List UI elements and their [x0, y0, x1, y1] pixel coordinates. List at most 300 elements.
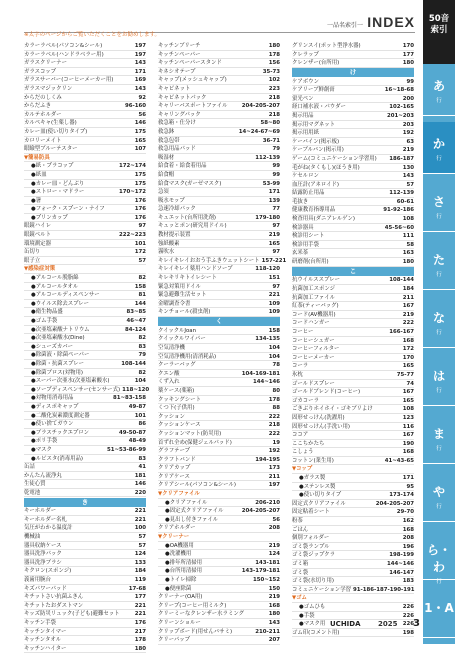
kana-tab[interactable]: [423, 412, 455, 464]
entry-page: 158: [268, 327, 280, 334]
entry-page: 226: [402, 612, 414, 619]
index-entry: [292, 526, 414, 535]
index-entry: [158, 222, 280, 231]
index-entry: [24, 559, 146, 568]
index-entry: [292, 146, 414, 155]
entry-page: 180: [134, 645, 146, 652]
entry-name: ケーブルバン(掲示用): [292, 147, 344, 154]
entry-page: 91-92-186: [383, 207, 414, 214]
kana-tab[interactable]: [423, 528, 455, 585]
index-entry: [292, 414, 414, 423]
index-entry: [292, 483, 414, 492]
entry-page: 167: [402, 303, 414, 310]
entry-name: コードハンガー: [292, 320, 330, 327]
kana-tab-suffix: 行: [436, 156, 442, 162]
index-entry: [24, 214, 146, 223]
index-entry: [292, 345, 414, 354]
entry-page: 86: [138, 421, 146, 428]
entry-page: 211: [268, 473, 280, 480]
entry-page: 168: [402, 449, 414, 456]
index-entry: [292, 112, 414, 121]
index-entry: [292, 577, 414, 586]
entry-name: ●ディスポキャップ: [31, 403, 79, 410]
entry-name: 首ずれ全め(保健ジェルパッド): [158, 439, 232, 446]
entry-page: 177: [134, 594, 146, 601]
entry-name: くず入れ: [158, 379, 180, 386]
entry-name: かんたん流浄丸: [24, 472, 62, 479]
entry-page: 150: [268, 585, 280, 592]
entry-name: 急速冷却パック: [158, 206, 196, 213]
entry-page: 176: [134, 206, 146, 213]
entry-name: カレー皿(使い切りタイプ): [24, 128, 88, 135]
entry-name: クリアホルダー: [158, 525, 196, 532]
entry-name: コーヒーシュガー: [292, 337, 335, 344]
entry-page: 112-139: [389, 190, 414, 197]
entry-page: 221: [268, 292, 280, 299]
page-footer: [330, 618, 420, 630]
kana-tab[interactable]: [423, 122, 455, 174]
index-entry: [158, 353, 280, 362]
entry-name: 薬ケース(薬箱): [158, 387, 195, 394]
entry-name: ●マスク: [31, 446, 52, 453]
index-entry: [24, 507, 146, 516]
entry-page: 201~203: [386, 112, 414, 119]
entry-page: 170~172: [118, 189, 146, 196]
entry-name: クッションマット(防災用): [158, 430, 222, 437]
entry-page: 178: [134, 637, 146, 644]
index-entry: [24, 585, 146, 594]
entry-name: キッチンタオル: [24, 637, 62, 644]
entry-page: 97: [272, 283, 280, 290]
index-entry: [24, 102, 146, 111]
entry-name: ●マスク用: [299, 621, 326, 628]
index-entry: [158, 344, 280, 353]
entry-name: ゴミ袋(水切り用): [292, 578, 334, 585]
entry-page: 96-160: [125, 103, 146, 110]
index-entry: [292, 206, 414, 215]
entry-page: 171: [268, 189, 280, 196]
kana-tab[interactable]: [423, 586, 455, 638]
index-entry: [292, 569, 414, 578]
kana-tab[interactable]: [423, 296, 455, 348]
entry-name: キーホルダー: [24, 508, 57, 515]
entry-page: 143: [134, 85, 146, 92]
index-entry: [292, 629, 414, 638]
entry-name: キズパワーパッド: [24, 585, 67, 592]
entry-name: クリアケース: [158, 473, 190, 480]
kana-tab-letter: や: [432, 485, 445, 499]
entry-page: 197: [134, 51, 146, 58]
entry-page: 156: [268, 60, 280, 67]
entry-page: 107: [134, 146, 146, 153]
index-entry: [24, 472, 146, 481]
entry-page: 46~47: [126, 318, 146, 324]
index-entry: [24, 231, 146, 240]
uchida-logo: UCHIDA: [330, 620, 361, 628]
entry-name: ケアリーブ鮮創膏: [292, 87, 335, 94]
entry-name: キチットたおダストマン: [24, 602, 84, 609]
index-entry: [24, 188, 146, 197]
entry-name: キッチンハイター: [24, 645, 67, 652]
entry-page: 192: [402, 130, 414, 137]
entry-name: ゴカコーラ: [292, 397, 319, 404]
kana-tab[interactable]: [423, 354, 455, 406]
entry-page: 83~85: [126, 309, 146, 316]
entry-page: 204-205-207: [241, 103, 280, 110]
index-entry: [158, 628, 280, 637]
entry-name: 緊急対策用ドイル: [158, 283, 201, 290]
index-entry: [158, 499, 280, 508]
entry-name: キーホルダー名札: [24, 516, 67, 523]
kana-tab-suffix: 行: [436, 214, 442, 220]
kana-section-header: け: [292, 68, 414, 77]
index-category: [292, 465, 414, 474]
usage-note: ※太字のページからご覧いただくことをお勧めします。: [24, 32, 161, 38]
index-entry: [158, 335, 280, 344]
entry-name: カロリーメイト: [24, 137, 62, 144]
index-entry: [24, 257, 146, 266]
index-entry: [292, 215, 414, 224]
kana-tab[interactable]: [423, 64, 455, 116]
index-entry: [24, 326, 146, 335]
index-entry: [158, 430, 280, 439]
entry-page: 183: [402, 578, 414, 585]
entry-page: 171: [402, 475, 414, 482]
index-entry: [158, 585, 280, 594]
entry-name: ごはん: [292, 526, 309, 533]
entry-page: 178: [268, 51, 280, 58]
index-entry: [24, 403, 146, 412]
entry-name: 固形せっけん(手洗い用): [292, 423, 351, 430]
entry-name: 抗菌加工スポンジ: [292, 286, 335, 292]
entry-page: 211: [402, 294, 414, 301]
entry-name: こしょう: [292, 449, 314, 456]
index-entry: [158, 180, 280, 189]
index-entry: [24, 602, 146, 611]
entry-name: ●カレー皿・どんぶり: [31, 180, 85, 187]
entry-page: 124: [268, 551, 280, 558]
entry-name: ●除菌液・除菌ペーパー: [31, 352, 90, 359]
entry-page: 226: [402, 603, 414, 610]
entry-name: コットン(業生用): [292, 457, 334, 464]
entry-page: 157-221: [261, 257, 287, 264]
index-entry: [292, 181, 414, 190]
entry-page: 219: [268, 232, 280, 239]
entry-name: ●ゴムひも: [299, 603, 326, 610]
entry-name: ●箸: [31, 197, 42, 204]
entry-name: コミュニケーション学習: [292, 586, 351, 593]
index-column-1: [24, 42, 150, 652]
entry-name: 機械油: [24, 534, 41, 541]
index-entry: [158, 567, 280, 576]
entry-name: ●ステンレス製: [299, 483, 336, 490]
entry-name: ●ルビスタ(消毒用品): [31, 455, 84, 462]
entry-name: ●排年所清掃用: [165, 559, 203, 566]
index-entry: [24, 619, 146, 628]
index-entry: [158, 59, 280, 68]
index-entry: [292, 51, 414, 60]
index-entry: [292, 440, 414, 449]
entry-page: 144~146: [386, 561, 414, 567]
index-entry: [24, 645, 146, 653]
entry-name: 給食帽: [158, 171, 175, 178]
entry-name: 給食マスク(ガーゼマスク): [158, 180, 222, 187]
index-entry: [292, 491, 414, 500]
entry-page: 198-199: [389, 552, 414, 559]
entry-page: 57: [138, 534, 146, 541]
entry-name: 固定式クリアファイル: [292, 500, 346, 507]
index-entry: [292, 328, 414, 337]
entry-page: 151: [268, 275, 280, 282]
entry-name: クリープ(コーヒー用ミルク): [158, 602, 227, 609]
index-entry: [158, 576, 280, 585]
entry-name: ▼感染症対策: [24, 266, 56, 273]
entry-page: 219: [268, 542, 280, 549]
index-entry: [158, 404, 280, 413]
index-entry: [24, 437, 146, 446]
entry-page: 221: [134, 508, 146, 515]
entry-name: ●ガラス製: [299, 475, 326, 482]
entry-name: クーラーバッグ: [158, 362, 196, 369]
index-entry: [24, 334, 146, 343]
entry-name: 経口補水液・パウダー: [292, 104, 346, 111]
index-entry: [158, 378, 280, 387]
index-entry: [24, 137, 146, 146]
entry-page: 176: [134, 214, 146, 221]
index-entry: [24, 222, 146, 231]
index-entry: [292, 543, 414, 552]
entry-name: 給食着・給食着用品: [158, 163, 207, 170]
index-entry: [292, 337, 414, 346]
entry-page: 63: [406, 138, 414, 145]
kana-tab-suffix: 行: [436, 504, 442, 510]
entry-name: キクロン(スポンジ): [24, 568, 72, 575]
index-entry: [24, 85, 146, 94]
index-entry: [158, 240, 280, 249]
kana-tab[interactable]: [423, 470, 455, 522]
index-entry: [24, 111, 146, 120]
index-entry: [24, 593, 146, 602]
entry-page: 29-70: [396, 509, 414, 516]
index-entry: [292, 121, 414, 130]
entry-page: 180: [268, 611, 280, 618]
index-entry: [24, 516, 146, 525]
entry-name: ●ポリ手袋: [31, 438, 58, 445]
entry-page: 116: [402, 423, 414, 430]
entry-name: 器具洗浄ブラシ: [24, 559, 62, 566]
kana-tab[interactable]: [423, 180, 455, 232]
entry-page: 83: [138, 455, 146, 462]
index-entry: [158, 257, 287, 266]
entry-name: ゴム印(コメント用): [292, 629, 340, 636]
kana-section-header: く: [158, 317, 280, 326]
index-entry: [158, 602, 280, 611]
entry-name: ●手袋: [299, 612, 315, 619]
entry-name: キチットさい抗菌ふきん: [24, 594, 84, 601]
entry-name: クッション: [158, 413, 185, 420]
entry-name: 抗ウイルススプレー: [292, 277, 340, 284]
entry-name: キャップ(メッシュキャップ): [158, 77, 227, 84]
entry-name: ガラスサーバー(コーヒーメーカー用): [24, 77, 114, 84]
entry-name: 霧吹水: [158, 249, 175, 256]
entry-name: ゴミ袋ジップクラ: [292, 552, 335, 559]
entry-name: ●シューズカバー: [31, 343, 74, 350]
entry-page: 102: [268, 77, 280, 84]
entry-name: ●クリアファイル: [165, 499, 208, 506]
entry-page: 176: [134, 619, 146, 626]
entry-name: 義歯用腕台: [24, 577, 51, 583]
entry-name: キャビネット: [158, 85, 191, 92]
entry-name: カルペキャ(生薬し器): [24, 120, 77, 127]
entry-name: キャリーバスポートファイル: [158, 103, 228, 110]
kana-tab-letter: 1・A: [424, 601, 454, 615]
entry-name: ●ゴム手袋: [31, 318, 58, 324]
kana-tab-letter: か: [432, 137, 445, 151]
entry-name: 眼子立: [24, 257, 41, 264]
entry-page: 223: [268, 85, 280, 92]
entry-name: ●除菌・抗菌スプレー: [31, 360, 85, 367]
entry-name: キッチン手袋: [24, 619, 56, 626]
index-entry: [24, 205, 146, 214]
index-entry: [158, 481, 280, 490]
entry-page: 36-71: [262, 137, 280, 144]
index-category: [24, 265, 146, 274]
entry-name: コーヒー: [292, 328, 314, 335]
index-entry: [24, 351, 146, 360]
kana-tab[interactable]: [423, 238, 455, 290]
index-entry: [292, 508, 414, 517]
kana-tab-suffix: 行: [436, 272, 442, 278]
entry-name: ●アルコールタオル: [31, 283, 79, 290]
index-entry: [292, 276, 414, 285]
index-entry: [24, 429, 146, 438]
entry-name: くつ下(子供用): [158, 405, 195, 412]
entry-name: ●固定式クリアファイル: [165, 508, 224, 515]
kana-tab-letter: は: [432, 369, 445, 383]
index-entry: [158, 516, 280, 525]
index-entry: [292, 249, 414, 258]
index-entry: [292, 457, 414, 466]
entry-name: 固定粘着シート: [292, 509, 330, 516]
entry-page: 180: [402, 60, 414, 67]
entry-page: 143: [402, 173, 414, 180]
entry-page: 97: [138, 223, 146, 230]
entry-page: 222~223: [118, 232, 146, 239]
entry-name: ガラスコップ: [24, 68, 57, 75]
entry-name: 吸湿材: [158, 154, 175, 161]
entry-page: 207: [268, 637, 280, 644]
entry-page: 75-77: [396, 371, 414, 378]
entry-page: 218: [268, 422, 280, 429]
entry-name: 粉茶: [292, 518, 303, 525]
entry-page: 172: [134, 249, 146, 256]
index-entry: [292, 423, 414, 432]
index-subtitle: 一品名索引一: [326, 22, 363, 29]
index-entry: [158, 361, 280, 370]
entry-name: ●対物用消毒用品: [31, 395, 74, 402]
entry-name: グラフテープ: [158, 448, 191, 455]
entry-page: 58~80: [260, 120, 280, 127]
entry-page: 78: [272, 362, 280, 369]
entry-page: 220: [134, 489, 146, 496]
entry-page: 57: [138, 257, 146, 264]
entry-page: 102-165: [389, 104, 414, 111]
entry-name: ゴミ袋: [292, 569, 309, 576]
entry-page: 41: [138, 464, 146, 471]
entry-name: キュッとポン(研究用ドイル): [158, 223, 227, 230]
entry-page: 184: [402, 286, 414, 292]
entry-page: 112-139: [255, 154, 280, 161]
entry-name: 気圧がわかる温度計: [24, 525, 73, 532]
entry-name: クレンザー(台所用): [292, 60, 340, 67]
index-entry: [292, 95, 414, 104]
index-column-2: [158, 42, 287, 644]
index-entry: [158, 447, 280, 456]
entry-name: ●トイレ掃除: [165, 577, 197, 583]
index-entry: [292, 448, 414, 457]
entry-page: 172: [402, 346, 414, 353]
entry-page: 130: [402, 164, 414, 171]
entry-name: ●アルコール脱脂綿: [31, 275, 79, 282]
entry-name: クリアカップ: [158, 465, 191, 472]
entry-page: 58: [406, 241, 414, 248]
index-entry: [292, 362, 414, 371]
entry-name: カルテホルダー: [24, 111, 62, 118]
kana-sidebar: [423, 0, 455, 644]
index-entry: [158, 68, 280, 77]
entry-name: 毛がね(タくもし)(ほうき用): [292, 164, 360, 171]
entry-name: クリーンショルー: [158, 619, 201, 626]
kana-tab-suffix: 行: [436, 446, 442, 452]
entry-page: 158: [134, 283, 146, 290]
index-entry: [24, 59, 146, 68]
entry-page: 82: [138, 369, 146, 376]
index-entry: [158, 76, 280, 85]
entry-page: 104-169-181: [241, 370, 280, 377]
entry-page: 74: [406, 380, 414, 387]
entry-name: ●見出し付きファイル: [165, 516, 219, 523]
entry-page: 57: [138, 542, 146, 549]
entry-page: 99: [272, 171, 280, 178]
entry-name: コード(AV機器用): [292, 311, 336, 318]
index-entry: [158, 205, 280, 214]
entry-name: ▼クリアファイル: [158, 491, 200, 498]
entry-page: 53-99: [262, 180, 280, 187]
entry-name: ●ウイルス除去スプレー: [31, 300, 90, 307]
entry-name: ケセルロン: [292, 173, 319, 180]
entry-name: ●スーパー次亜水(次亜塩素酸水): [31, 378, 110, 385]
index-entry: [24, 274, 146, 283]
entry-page: 218: [268, 111, 280, 118]
index-entry: [24, 394, 146, 403]
entry-page: 19: [272, 439, 280, 446]
index-entry: [24, 377, 146, 386]
index-entry: [24, 308, 146, 317]
entry-name: ●便座除菌: [165, 585, 192, 592]
entry-name: ゴールドブレンド(コーヒー): [292, 389, 361, 396]
index-entry: [24, 119, 146, 128]
entry-name: 掲示用用紙: [292, 130, 319, 137]
entry-name: 缶詰: [24, 464, 35, 471]
index-entry: [158, 231, 280, 240]
kana-tab-letter: あ: [432, 79, 445, 93]
entry-name: 眼鏡ベルト: [24, 232, 51, 239]
entry-page: 57: [406, 181, 414, 188]
entry-page: 100: [134, 525, 146, 532]
entry-page: 81: [138, 292, 146, 299]
index-entry: [292, 189, 414, 198]
entry-name: キレキリキトイレシート: [158, 275, 217, 282]
